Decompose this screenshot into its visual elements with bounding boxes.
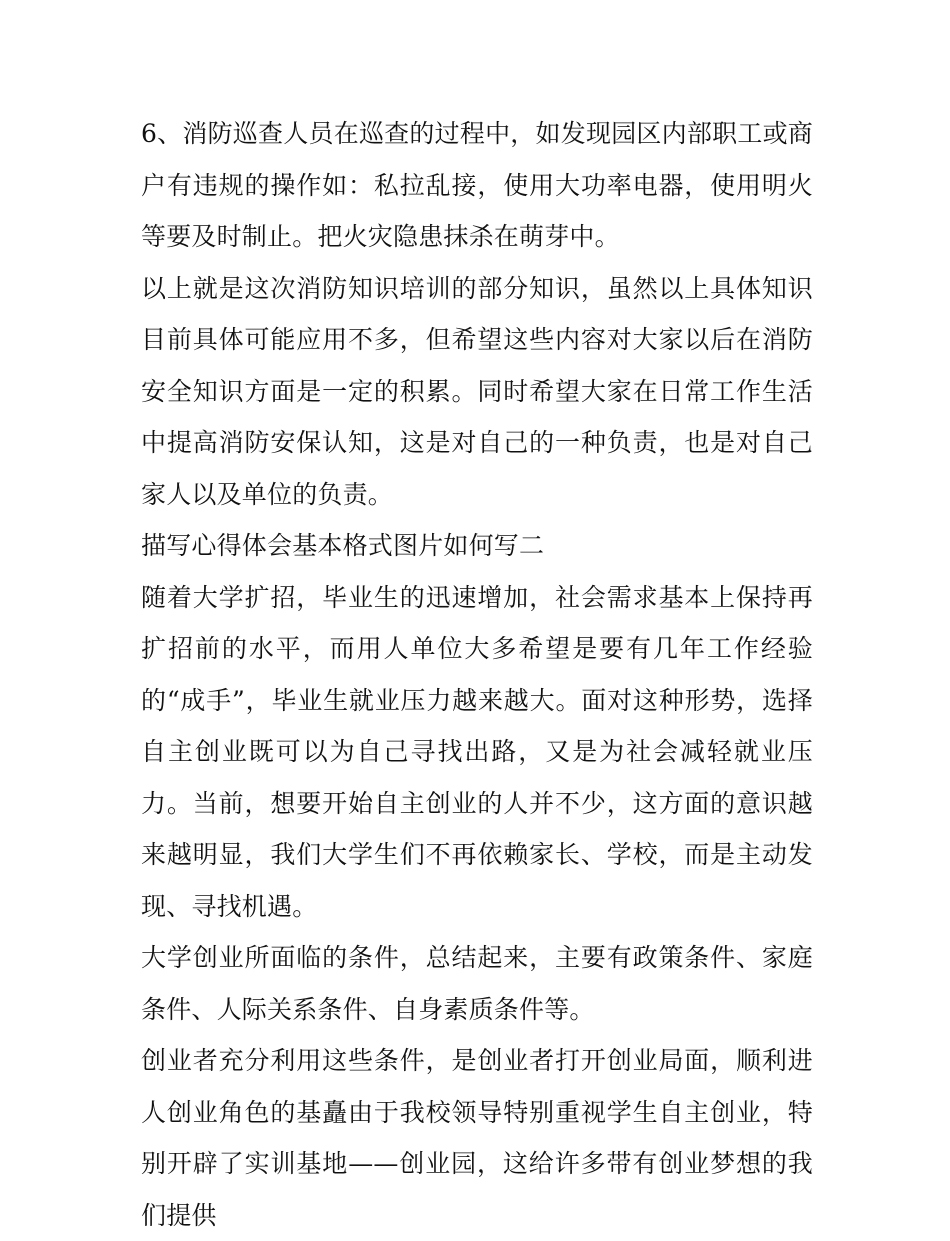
paragraph-training-summary: 以上就是这次消防知识培训的部分知识，虽然以上具体知识目前具体可能应用不多，但希望这些内容对大家以后在消防安全知识方面是一定的积累。同时希望大家在日常工作生活中提高消防安保认知，这是对自己的一种负责，也是对自己家人以及单位的负责。 [141, 273, 813, 509]
paragraph-startup-conditions: 大学创业所面临的条件，总结起来，主要有政策条件、家庭条件、人际关系条件、自身素质条件等。 [141, 943, 813, 1024]
paragraph-fire-patrol: 6、消防巡查人员在巡查的过程中，如发现园区内部职工或商户有违规的操作如：私拉乱接，使用大功率电器，使用明火等要及时制止。把火灾隐患抹杀在萌芽中。 [141, 119, 813, 251]
section-heading: 描写心得体会基本格式图片如何写二 [141, 531, 545, 560]
paragraph-startup-base: 创业者充分利用这些条件，是创业者打开创业局面，顺利进人创业角色的基矗由于我校领导特别重视学生自主创业，特别开辟了实训基地——创业园，这给许多带有创业梦想的我们提供 [141, 1046, 813, 1230]
paragraph-graduate-employment: 随着大学扩招，毕业生的迅速增加，社会需求基本上保持再扩招前的水平，而用人单位大多希望是要有几年工作经验的“成手”，毕业生就业压力越来越大。面对这种形势，选择自主创业既可以为自己寻找出路，又是为社会减轻就业压力。当前，想要开始自主创业的人并不少，这方面的意识越来越明显，我们大学生们不再依赖家长、学校，而是主动发现、寻找机遇。 [141, 582, 813, 921]
document-body [141, 108, 813, 1241]
